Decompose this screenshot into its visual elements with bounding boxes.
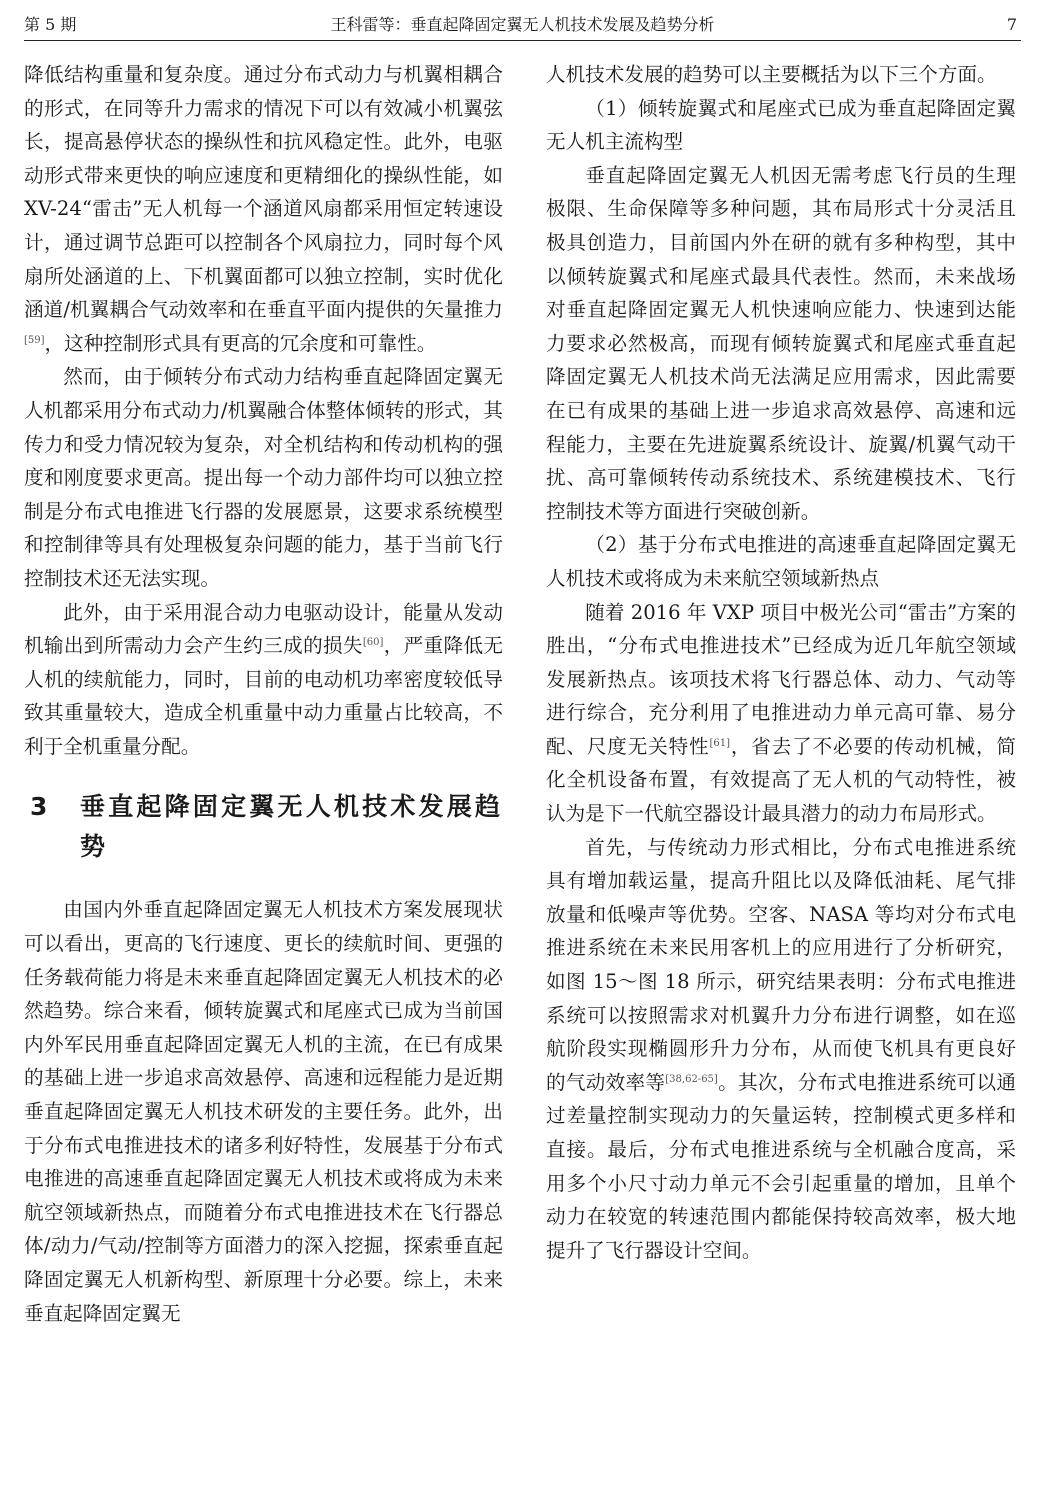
body-paragraph: 然而，由于倾转分布式动力结构垂直起降固定翼无人机都采用分布式动力/机翼融合体整体倾转的形式，其传力和受力情况较为复杂，对全机结构和传动机构的强度和刚度要求更高。提出每一个动力部件均可以独立控制是分布式电推进飞行器的发展愿景，这要求系统模型和控制律等具有处理极复杂问题的能力，基于当前飞行控制技术还无法实现。 bbox=[24, 365, 503, 590]
citation[interactable]: [59] bbox=[24, 334, 45, 346]
subheading: （2）基于分布式电推进的高速垂直起降固定翼无人机技术或将成为未来航空领域新热点 bbox=[546, 533, 1016, 590]
issue-number: 第 5 期 bbox=[24, 15, 77, 34]
body-paragraph: 首先，与传统动力形式相比，分布式电推进系统具有增加载运量，提高升阻比以及降低油耗、尾气排放量和低噪声等优势。空客、NASA 等均对分布式电推进系统在未来民用客机上的应用进行了分析研究，如图 15～图 18 所示，研究结果表明：分布式电推进系统可以按照需求对机翼升力分布进行调整，如在巡航阶段实现椭圆形升力分布，从而使飞机具有更良好的气动效率等[38,62-65]。其次，分布式电推进系统可以通过差量控制实现动力的矢量运转，控制模式更多样和直接。最后，分布式电推进系统与全机融合度高，采用多个小尺寸动力单元不会引起重量的增加，且单个动力在较宽的转速范围内都能保持较高效率，极大地提升了飞行器设计空间。 bbox=[546, 835, 1017, 1262]
subheading: （1）倾转旋翼式和尾座式已成为垂直起降固定翼无人机主流构型 bbox=[546, 96, 1016, 154]
citation[interactable]: [38,62-65] bbox=[665, 1073, 718, 1085]
running-header bbox=[24, 10, 1021, 41]
body-paragraph: 随着 2016 年 VXP 项目中极光公司“雷击”方案的胜出，“分布式电推进技术”已经成为近几年航空领域发展新热点。该项技术将飞行器总体、动力、气动等进行综合，充分利用了电推进动力单元高可靠、易分配、尺度无关特性[61]，省去了不必要的传动机械，简化全机设备布置，有效提高了无人机的气动特性，被认为是下一代航空器设计最具潜力的动力布局形式。 bbox=[546, 600, 1017, 826]
citation[interactable]: [60] bbox=[362, 637, 384, 649]
section-title: 垂直起降固定翼无人机技术发展趋势 bbox=[80, 792, 503, 862]
body-paragraph: 此外，由于采用混合动力电驱动设计，能量从发动机输出到所需动力会产生约三成的损失[60]，严重降低无人机的续航能力，同时，目前的电动机功率密度较低导致其重量较大，造成全机重量中动力重量占比较高，不利于全机重量分配。 bbox=[24, 600, 504, 758]
right-column bbox=[546, 58, 1016, 1267]
citation[interactable]: [61] bbox=[709, 737, 730, 749]
section-heading bbox=[24, 787, 503, 867]
left-column bbox=[24, 58, 503, 1330]
section-number: 3 bbox=[30, 792, 48, 822]
running-title: 王科雷等：垂直起降固定翼无人机技术发展及趋势分析 bbox=[330, 15, 715, 34]
body-paragraph: 人机技术发展的趋势可以主要概括为以下三个方面。 bbox=[546, 63, 997, 86]
body-paragraph: 降低结构重量和复杂度。通过分布式动力与机翼相耦合的形式，在同等升力需求的情况下可以有效减小机翼弦长，提高悬停状态的操纵性和抗风稳定性。此外，电驱动形式带来更快的响应速度和更精细化的操纵性能，如 XV-24“雷击”无人机每一个涵道风扇都采用恒定转速设计，通过调节总距可以控制各个风扇拉力，同时每个风扇所处涵道的上、下机翼面都可以独立控制，实时优化涵道/机翼耦合气动效率和在垂直平面内提供的矢量推力[59]，这种控制形式具有更高的冗余度和可靠性。 bbox=[24, 63, 503, 355]
body-paragraph: 由国内外垂直起降固定翼无人机技术方案发展现状可以看出，更高的飞行速度、更长的续航时间、更强的任务载荷能力将是未来垂直起降固定翼无人机技术的必然趋势。综合来看，倾转旋翼式和尾座式已成为当前国内外军民用垂直起降固定翼无人机的主流，在已有成果的基础上进一步追求高效悬停、高速和远程能力是近期垂直起降固定翼无人机技术研发的主要任务。此外，出于分布式电推进技术的诸多利好特性，发展基于分布式电推进的高速垂直起降固定翼无人机技术或将成为未来航空领域新热点，而随着分布式电推进技术在飞行器总体/动力/气动/控制等方面潜力的深入挖掘，探索垂直起降固定翼无人机新构型、新原理十分必要。综上，未来垂直起降固定翼无 bbox=[24, 898, 503, 1325]
body-paragraph: 垂直起降固定翼无人机因无需考虑飞行员的生理极限、生命保障等多种问题，其布局形式十分灵活且极具创造力，目前国内外在研的就有多种构型，其中以倾转旋翼式和尾座式最具代表性。然而，未来战场对垂直起降固定翼无人机快速响应能力、快速到达能力要求必然极高，而现有倾转旋翼式和尾座式垂直起降固定翼无人机技术尚无法满足应用需求，因此需要在已有成果的基础上进一步追求高效悬停、高速和远程能力，主要在先进旋翼系统设计、旋翼/机翼气动干扰、高可靠倾转传动系统技术、系统建模技术、飞行控制技术等方面进行突破创新。 bbox=[546, 163, 1016, 523]
page-number: 7 bbox=[1006, 15, 1017, 34]
